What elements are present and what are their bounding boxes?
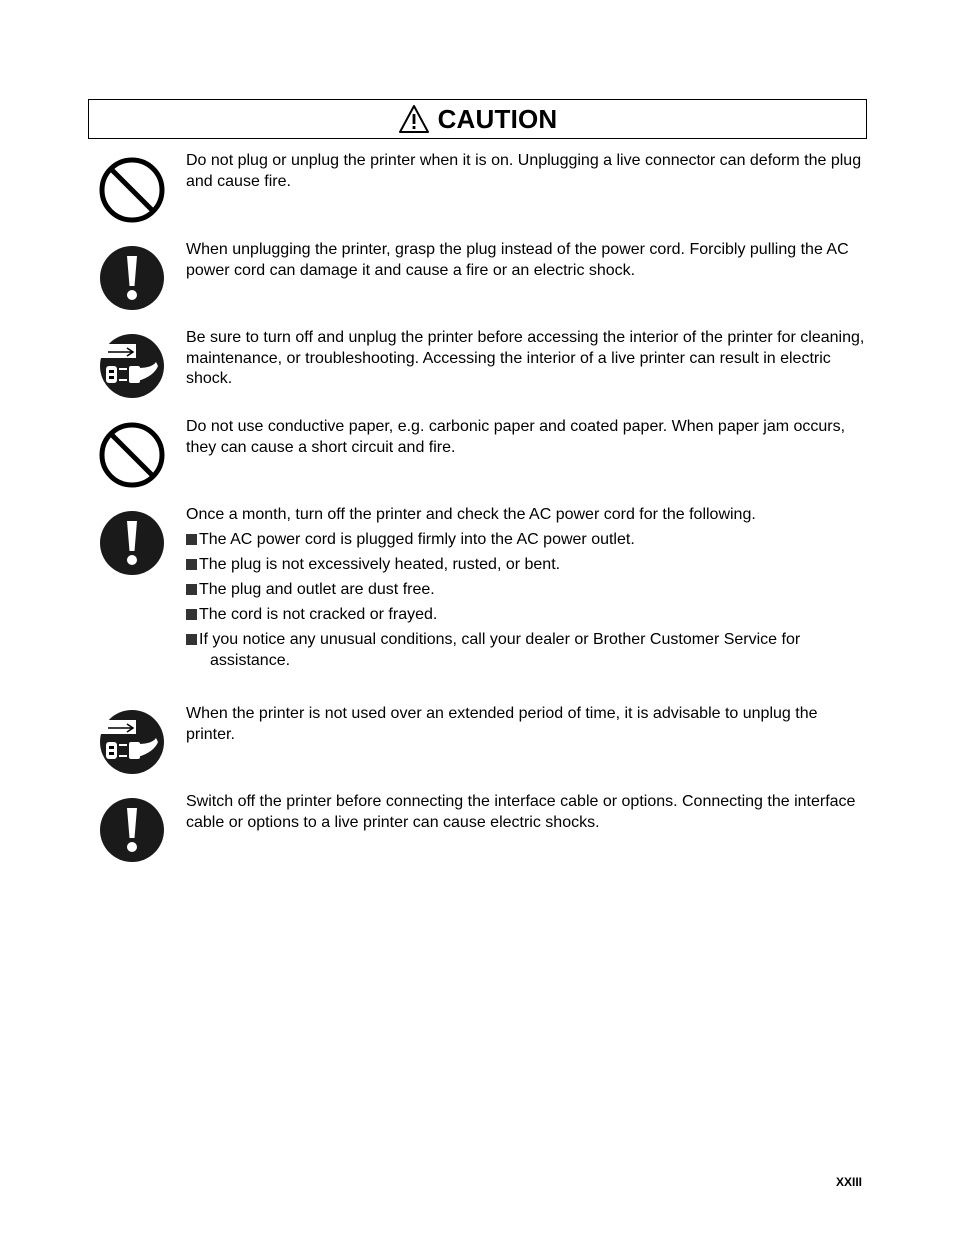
page-number: XXIII: [836, 1175, 863, 1189]
prohibited-icon: [98, 421, 166, 489]
warning-triangle-icon: [398, 104, 430, 134]
unplug-icon: [98, 708, 166, 776]
bullet-square-icon: [186, 634, 197, 645]
caution-text: Switch off the printer before connecting the interface cable or options. Connecting the interface cable or options to a live printer can cause electric shocks.: [186, 793, 856, 831]
caution-text-block: [186, 505, 866, 671]
list-item-text: If you notice any unusual conditions, call your dealer or Brother Customer Service for: [199, 631, 801, 648]
list-item-text: The plug is not excessively heated, rusted, or bent.: [199, 556, 561, 573]
bullet-square-icon: [186, 559, 197, 570]
list-item: [186, 530, 866, 551]
caution-text: Once a month, turn off the printer and check the AC power cord for the following.: [186, 506, 756, 523]
exclamation-icon: [98, 796, 166, 864]
caution-title: CAUTION: [437, 103, 558, 134]
caution-text: Do not plug or unplug the printer when it is on. Unplugging a live connector can deform the plug and cause fire.: [186, 152, 862, 190]
bullet-square-icon: [186, 584, 197, 595]
list-item: [186, 580, 866, 601]
bullet-square-icon: [186, 534, 197, 545]
list-item-text: The plug and outlet are dust free.: [199, 581, 435, 598]
caution-text: When unplugging the printer, grasp the plug instead of the power cord. Forcibly pulling the AC power cord can damage it and cause a fire or an electric shock.: [186, 241, 849, 279]
unplug-icon: [98, 332, 166, 400]
list-item: [186, 555, 866, 576]
exclamation-icon: [98, 509, 166, 577]
list-item-text-continued: assistance.: [210, 651, 291, 669]
list-item-text: The cord is not cracked or frayed.: [199, 606, 438, 623]
list-item: [186, 630, 866, 671]
prohibited-icon: [98, 156, 166, 224]
exclamation-icon: [98, 244, 166, 312]
bullet-square-icon: [186, 609, 197, 620]
list-item: [186, 605, 866, 626]
caution-header: [88, 99, 867, 139]
caution-text: When the printer is not used over an extended period of time, it is advisable to unplug the printer.: [186, 705, 818, 743]
caution-text: Do not use conductive paper, e.g. carbonic paper and coated paper. When paper jam occurs, they can cause a short circuit and fire.: [186, 418, 846, 456]
caution-text: Be sure to turn off and unplug the printer before accessing the interior of the printer for cleaning, maintenance, or troubleshooting. Accessing the interior of a live printer can result in electric shock.: [186, 329, 865, 387]
list-item-text: The AC power cord is plugged firmly into the AC power outlet.: [199, 531, 635, 548]
